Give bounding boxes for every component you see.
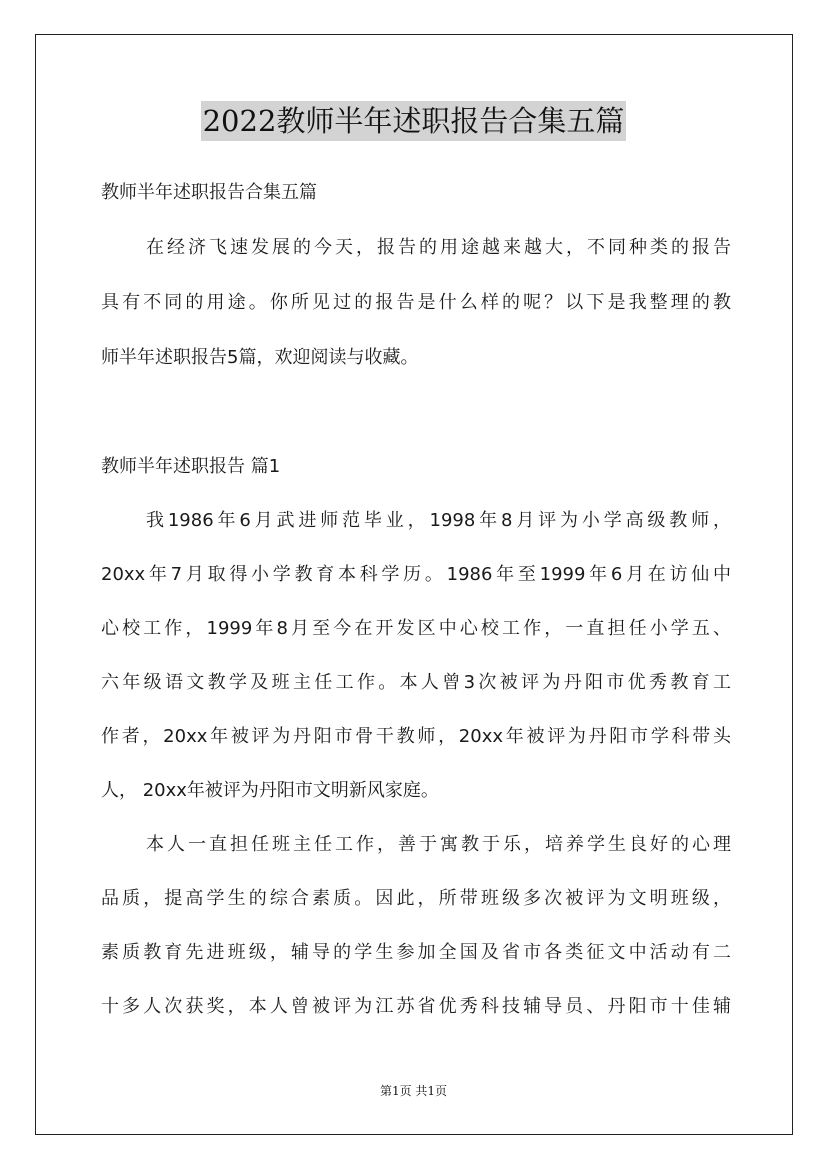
- document-subtitle: 教师半年述职报告合集五篇: [101, 182, 317, 203]
- paragraph-line: 六年级语文教学及班主任工作。本人曾3次被评为丹阳市优秀教育工: [101, 672, 731, 693]
- paragraph-line: 20xx年7月取得小学教育本科学历。1986年至1999年6月在访仙中: [101, 564, 731, 585]
- paragraph-line: 心校工作，1999年8月至今在开发区中心校工作，一直担任小学五、: [101, 618, 731, 639]
- title-container: [0, 101, 827, 141]
- page-footer: 第1页 共1页: [379, 1084, 448, 1098]
- paragraph-line: 人， 20xx年被评为丹阳市文明新风家庭。: [101, 780, 439, 801]
- intro-line: 在经济飞速发展的今天，报告的用途越来越大，不同种类的报告: [146, 237, 731, 258]
- paragraph-line: 本人一直担任班主任工作，善于寓教于乐，培养学生良好的心理: [146, 834, 731, 855]
- intro-line: 师半年述职报告5篇，欢迎阅读与收藏。: [101, 347, 419, 368]
- paragraph-line: 十多人次获奖，本人曾被评为江苏省优秀科技辅导员、丹阳市十佳辅: [101, 996, 731, 1017]
- paragraph-line: 素质教育先进班级，辅导的学生参加全国及省市各类征文中活动有二: [101, 942, 731, 963]
- intro-line: 具有不同的用途。你所见过的报告是什么样的呢？以下是我整理的教: [101, 292, 731, 313]
- document-title: 2022教师半年述职报告合集五篇: [201, 101, 627, 141]
- paragraph-line: 作者，20xx年被评为丹阳市骨干教师，20xx年被评为丹阳市学科带头: [101, 726, 731, 747]
- paragraph-line: 品质，提高学生的综合素质。因此，所带班级多次被评为文明班级，: [101, 888, 731, 909]
- section-heading: 教师半年述职报告 篇1: [101, 456, 281, 477]
- paragraph-line: 我1986年6月武进师范毕业，1998年8月评为小学高级教师，: [146, 510, 731, 531]
